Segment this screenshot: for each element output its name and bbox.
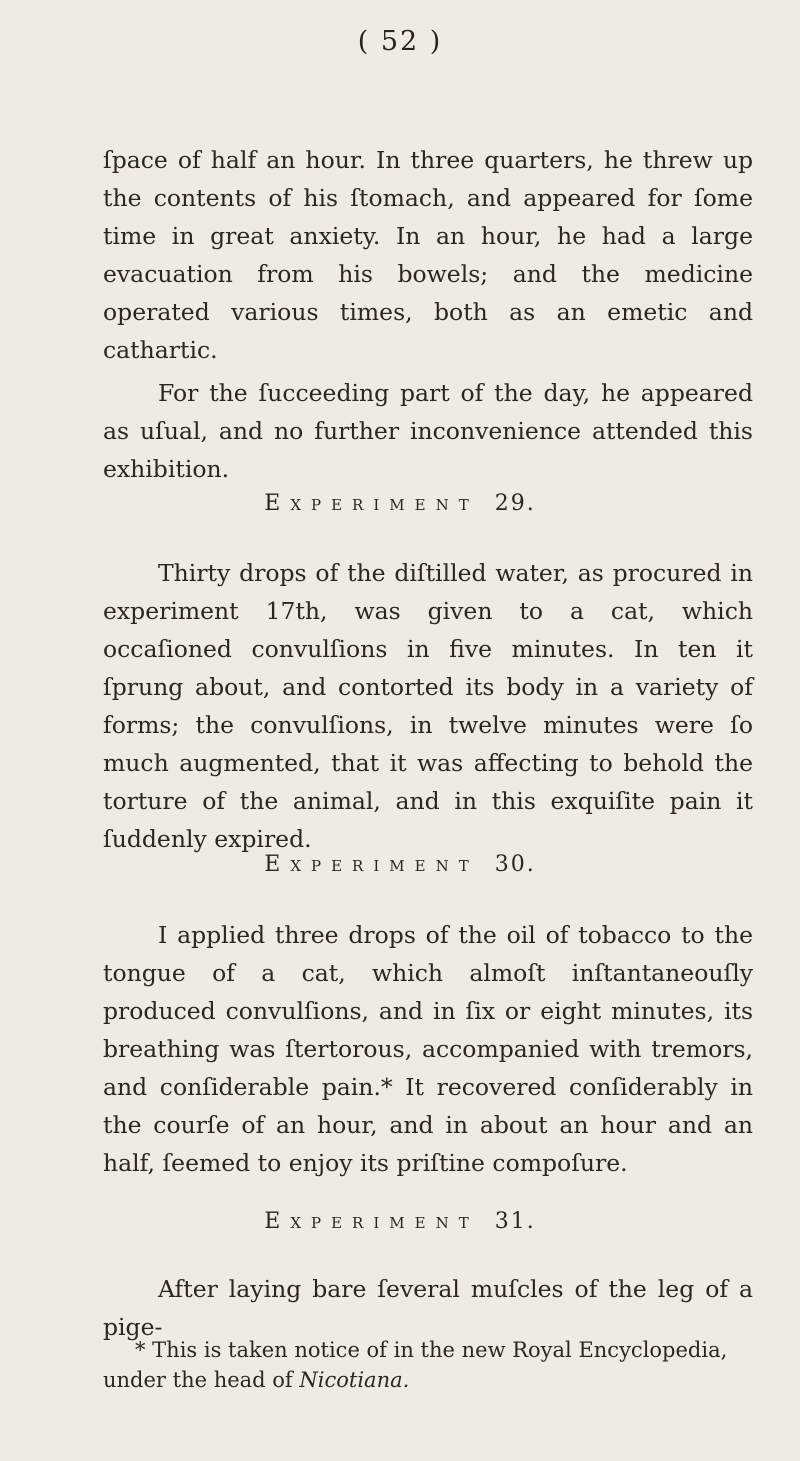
heading-experiment-30: [0, 852, 800, 877]
footnote-text: * This is taken notice of in the new Royal Encyclopedia, under the head of: [103, 1338, 728, 1392]
heading-experiment-29: [0, 491, 800, 516]
heading-label: Experiment: [264, 1209, 479, 1234]
heading-number: 29.: [494, 491, 536, 516]
paragraph-experiment-31: After laying bare ſeveral muſcles of the leg of a pige-: [103, 1275, 753, 1341]
heading-number: 30.: [494, 852, 536, 877]
paragraph-succeeding-day: For the ſucceeding part of the day, he appeared as uſual, and no further inconvenience attended this exhibition.: [103, 379, 753, 483]
paragraph-experiment-30: I applied three drops of the oil of tobacco to the tongue of a cat, which almoſt inſtantaneouſly produced convulſions, and in ſix or eight minutes, its breathing was ſtertorous, accompanied with tremors, and conſiderable pain.* It recovered conſiderably in the courſe of an hour, and in about an hour and an half, ſeemed to enjoy its priſtine compoſure.: [103, 921, 753, 1177]
heading-number: 31.: [494, 1209, 536, 1234]
heading-label: Experiment: [264, 852, 479, 877]
heading-experiment-31: [0, 1209, 800, 1234]
heading-label: Experiment: [264, 491, 479, 516]
page-number: ( 52 ): [357, 26, 443, 57]
paragraph-experiment-29: Thirty drops of the diſtilled water, as procured in experiment 17th, was given to a cat, which occaſioned convulſions in five minutes. In ten it ſprung about, and contorted its body in a variety of forms; the convulſions, in twelve minutes were ſo much augmented, that it was affecting to behold the torture of the animal, and in this exquiſite pain it ſuddenly expired.: [103, 559, 753, 853]
footnote: [103, 1335, 753, 1395]
footnote-italic-term: Nicotiana.: [299, 1368, 410, 1392]
paragraph-continuation: ſpace of half an hour. In three quarters, he threw up the contents of his ſtomach, and appeared for ſome time in great anxiety. In an hour, he had a large evacuation from his bowels; and the medicine operated various times, both as an emetic and cathartic.: [103, 146, 753, 364]
